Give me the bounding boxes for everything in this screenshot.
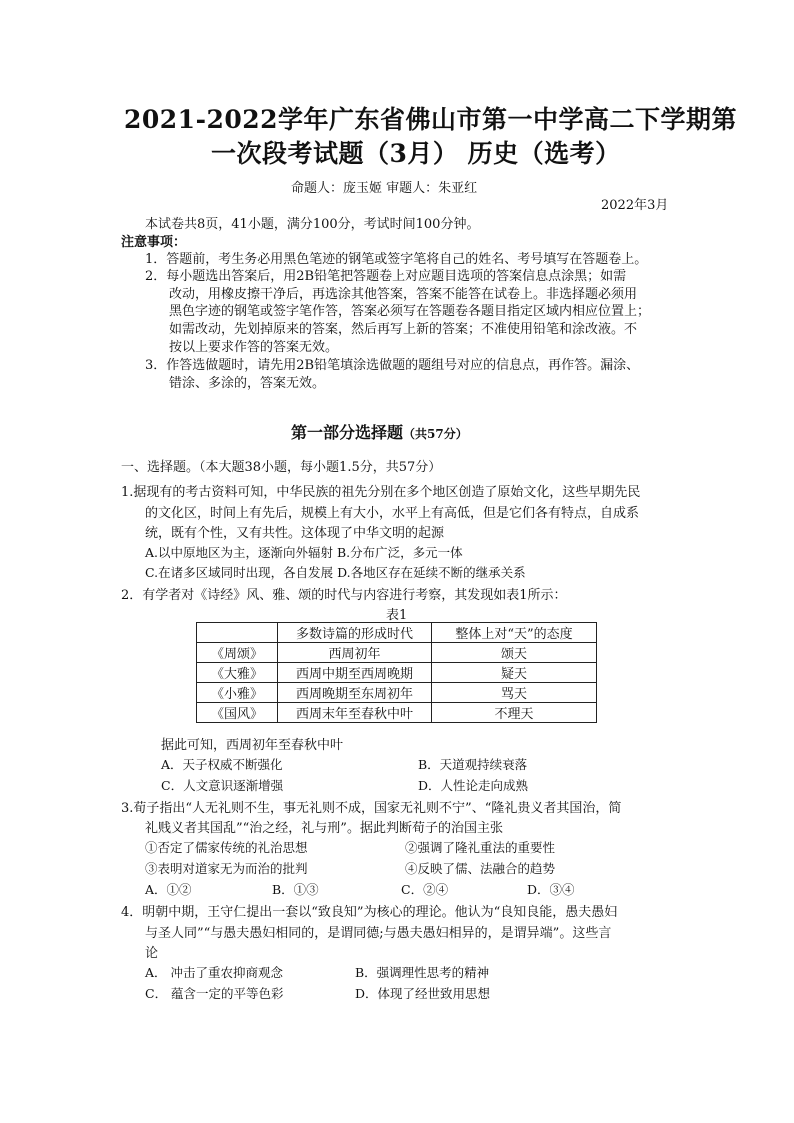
table-row	[197, 683, 597, 703]
notice-line: 1．答题前，考生务必用黑色笔迹的钢笔或签字笔将自己的姓名、考号填写在答题卷上。	[145, 252, 648, 267]
q1-stem-line: 的文化区，时间上有先后，规模上有大小，水平上有高低，但是它们各有特点，自成系	[145, 506, 640, 521]
table-row	[197, 643, 597, 663]
q3-option-c: C．②④	[401, 882, 449, 897]
notice-line: 按以上要求作答的答案无效。	[169, 340, 339, 355]
q4-stem-line: 4．明朝中期，王守仁提出一套以“致良知”为核心的理论。他认为“良知良能，愚夫愚妇	[121, 905, 618, 920]
q2-stem: 2．有学者对《诗经》风、雅、颂的时代与内容进行考察，其发现如表1所示：	[121, 588, 567, 603]
q1-stem-line: 1.据现有的考古资料可知，中华民族的祖先分别在多个地区创造了原始文化，这些早期先民	[121, 485, 641, 500]
q2-option-b: B．天道观持续衰落	[418, 757, 528, 772]
table-cell: 颂天	[432, 643, 597, 663]
q4-option-d: D．体现了经世致用思想	[355, 986, 491, 1001]
table-cell: 疑天	[432, 663, 597, 683]
table-cell: 整体上对“天”的态度	[432, 623, 597, 643]
table-cell: 西周初年	[278, 643, 432, 663]
q4-option-b: B．强调理性思考的精神	[355, 965, 490, 980]
q2-after-table: 据此可知，西周初年至春秋中叶	[161, 738, 344, 753]
q1-options-cd: C.在诸多区域同时出现，各自发展 D.各地区存在延续不断的继承关系	[145, 565, 526, 580]
q3-option-d: D．③④	[527, 882, 575, 897]
table-cell: 骂天	[432, 683, 597, 703]
table-cell: 西周晚期至东周初年	[278, 683, 432, 703]
notice-heading: 注意事项：	[121, 235, 187, 250]
table-cell: 不理天	[432, 703, 597, 723]
table-cell: 《小雅》	[197, 683, 278, 703]
table-row	[197, 663, 597, 683]
q4-stem-line: 与圣人同”“与愚夫愚妇相同的，是谓同德;与愚夫愚妇相异的，是谓异端”。这些言	[145, 926, 612, 941]
q2-option-c: C．人文意识逐渐增强	[161, 778, 284, 793]
q4-stem-line: 论	[145, 946, 159, 961]
table-cell	[197, 623, 278, 643]
q3-option-b: B．①③	[272, 882, 319, 897]
q2-table	[196, 622, 597, 723]
table-cell: 西周中期至西周晚期	[278, 663, 432, 683]
notice-line: 黑色字迹的钢笔或签字笔作答，答案必须写在答题卷各题目指定区域内相应位置上；	[169, 304, 651, 319]
section-heading: 一、选择题。（本大题38小题，每小题1.5分，共57分）	[121, 460, 442, 475]
q1-options-ab: A.以中原地区为主，逐渐向外辐射 B.分布广泛，多元一体	[145, 545, 463, 560]
q3-statement-1: ①否定了儒家传统的礼治思想	[145, 840, 308, 855]
q3-stem-line: 3.荀子指出“人无礼则不生，事无礼则不成，国家无礼则不宁”、“隆礼贵义者其国治，简	[121, 801, 622, 816]
q3-statement-2: ②强调了隆礼重法的重要性	[405, 840, 556, 855]
notice-line: 3．作答选做题时，请先用2B铅笔填涂选做题的题组号对应的信息点，再作答。漏涂、	[145, 358, 640, 373]
q2-option-d: D．人性论走向成熟	[418, 778, 529, 793]
title-line-1: 2021-2022学年广东省佛山市第一中学高二下学期第	[124, 105, 738, 134]
q3-statement-4: ④反映了儒、法融合的趋势	[405, 861, 556, 876]
intro: 本试卷共8页，41小题，满分100分，考试时间100分钟。	[145, 217, 480, 232]
table-cell: 《国风》	[197, 703, 278, 723]
q2-option-a: A．天子权威不断强化	[161, 757, 283, 772]
q4-option-c: C． 蕴含一定的平等色彩	[145, 986, 284, 1001]
table-cell: 西周末年至春秋中叶	[278, 703, 432, 723]
exam-date: 2022年3月	[601, 198, 669, 213]
table-cell: 多数诗篇的形成时代	[278, 623, 432, 643]
notice-line: 2．每小题选出答案后，用2B铅笔把答题卷上对应题目选项的答案信息点涂黑；如需	[145, 269, 627, 284]
title-line-2: 一次段考试题（3月） 历史（选考）	[211, 139, 621, 168]
authors: 命题人：庞玉姬 审题人：朱亚红	[291, 181, 478, 196]
q4-option-a: A． 冲击了重农抑商观念	[145, 965, 284, 980]
q3-option-a: A．①②	[145, 882, 192, 897]
part1-title: 第一部分选择题	[291, 423, 404, 442]
q1-stem-line: 统，既有个性，又有共性。这体现了中华文明的起源	[145, 526, 445, 541]
part1-heading	[291, 420, 468, 443]
notice-line: 如需改动，先划掉原来的答案，然后再写上新的答案；不准使用铅笔和涂改液。不	[169, 322, 638, 337]
q3-stem-line: 礼贱义者其国乱”“治之经，礼与刑”。据此判断荀子的治国主张	[145, 821, 503, 836]
table-cell: 《周颂》	[197, 643, 278, 663]
q3-statement-3: ③表明对道家无为而治的批判	[145, 861, 308, 876]
table-cell: 《大雅》	[197, 663, 278, 683]
notice-line: 错涂、多涂的，答案无效。	[169, 376, 326, 391]
part1-score: （共57分）	[403, 427, 468, 441]
q2-table-caption: 表1	[386, 608, 408, 623]
table-header-row	[197, 623, 597, 643]
table-row	[197, 703, 597, 723]
notice-line: 改动，用橡皮擦干净后，再选涂其他答案，答案不能答在试卷上。非选择题必须用	[169, 287, 638, 302]
